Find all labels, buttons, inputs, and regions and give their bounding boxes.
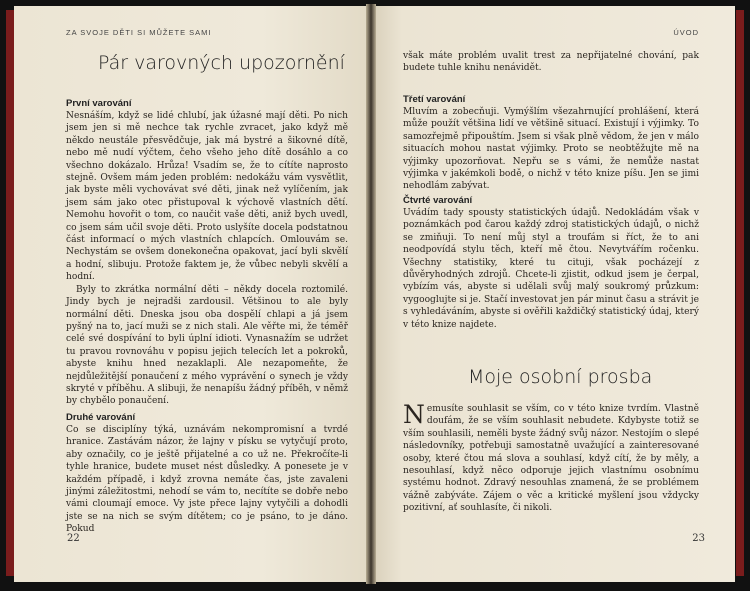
body-text xyxy=(66,424,348,536)
body-text xyxy=(403,50,699,75)
paragraph: však máte problém uvalit trest za nepřijatelné chování, pak budete tuhle knihu nenávidět. xyxy=(403,51,699,74)
book-spread xyxy=(6,4,744,584)
section-heading: Čtvrté varování xyxy=(403,195,473,206)
cover-edge-right xyxy=(736,10,744,576)
paragraph: Nesnáším, když se lidé chlubí, jak úžasné mají děti. Po nich jsem jen si mě nechce tak rychle zvracet, jako když mě někdo neustále přesvědčuje, jak má bystré a šikovné dítě, nebo mě nudí výčtem, čeho všeho jeho dítě dosáhlo a co všechno dokázalo. Hrůza! Vsadím se, že to cítíte naprosto stejně. Ovšem mám jeden problém: nedokážu vám vysvětlit, jak byste měli vychovávat své děti, jinak než vylíčením, jak jsem sám jako otec přistupoval k výchově vlastních dětí. Nemohu hovořit o tom, co naučit vaše děti, aniž bych uvedl, co jsem sám učil svoje děti. Proto uslyšíte docela podstatnou část informací o mých vlastních chlapcích. Omlouvám se. Nechystám se ovšem donekonečna opakovat, jací byli skvělí a hodní, slibuju. Protože faktem je, že vůbec nebyli skvělí a hodní. xyxy=(66,111,348,283)
running-head: ÚVOD xyxy=(673,28,699,37)
section-heading: Druhé varování xyxy=(66,412,136,423)
drop-cap: N xyxy=(403,400,425,429)
body-text xyxy=(403,400,699,515)
paragraph: Byly to zkrátka normální děti – někdy docela roztomilé. Jindy bych je nejradši zardousil. Většinou to ale byly normální děti. Dneska jsou oba dospělí chlapi a já jsem pyšný na to, jací muži se z nich stali. Ale věřte mi, že téměř celé své dospívání to byli úplní idioti. Vynasnažím se udržet tu pravou rovnováhu v popisu jejich telecích let a pokroků, abyste knihu hned nezaklapli. Ale nezapomeňte, že nejdůležitější ponaučení z mého vyprávění o synech je vždy skryté v příběhu. A slibuji, že nenapíšu žádný příběh, v němž by chybělo ponaučení. xyxy=(66,284,348,407)
chapter-title: Pár varovných upozornění xyxy=(98,52,345,74)
body-text xyxy=(66,110,348,408)
body-text xyxy=(403,207,699,331)
paragraph: Co se disciplíny týká, uznávám nekompromisní a tvrdé hranice. Zastávám názor, že lajny v písku se vytyčují proto, aby označily, co je ještě přijatelné a co už ne. Překročíte-li tyhle hranice, budete muset nést důsledky. A ponesete je v každém případě, i když zrovna nemáte čas, jste zavaleni jinými záležitostmi, nehodí se vám to, necítíte se dobře nebo vámi cloumají emoce. Vy jste přece lajny vytyčili a dohodli jste se na nich se svým dítětem; co je psáno, to je dáno. Pokud xyxy=(66,425,348,535)
section-heading: První varování xyxy=(66,98,132,109)
running-head: ZA SVOJE DĚTI SI MŮŽETE SAMI xyxy=(66,28,212,37)
book-gutter xyxy=(366,4,376,584)
page-number: 22 xyxy=(67,533,80,544)
section-heading: Třetí varování xyxy=(403,94,466,105)
body-text xyxy=(403,106,699,193)
paragraph: Uvádím tady spousty statistických údajů. Nedokládám však v poznámkách pod čarou každý zdroj statistických údajů, o nichž se zmiňuji. To není můj styl a troufám si říct, že to ani neodpovídá stylu těch, kteří mě čtou. Nevytvářím ročenku. Všechny statistiky, které tu cituji, však pocházejí z důvěryhodných zdrojů. Chcete-li zjistit, odkud jsem je čerpal, vybízím vás, abyste si udělali svůj malý soukromý průzkum: vygooglujte si je. Stačí investovat jen pár minut času a strávit je s vyhledáváním, abyste si ověřili každičký statistický údaj, který v této knize najdete. xyxy=(403,208,699,330)
page-left xyxy=(14,6,369,582)
chapter-title: Moje osobní prosba xyxy=(468,366,653,388)
page-right xyxy=(373,6,735,582)
paragraph: Mluvím a zobecňuji. Vymýšlím všezahrnující prohlášení, která může použít většina lidí ve většině situací. Existují i výjimky. To samozřejmě připouštím. Jsem si však plně vědom, že jen v málo situacích mohou nastat výjimky. Proto se neobtěžujte mě na výjimky upozorňovat. Nepřu se s vámi, že nemůže nastat výjimka v jakémkoli bodě, o nichž v této knize píšu. Jen se jimi nehodlám zabývat. xyxy=(403,107,699,192)
paragraph: emusíte souhlasit se vším, co v této knize tvrdím. Vlastně doufám, že se vším souhlasit nebudete. Kdybyste totiž se vším souhlasili, neměli byste žádný svůj názor. Nestojím o slepé následovníky, potřebuji samostatně uvažující a zainteresované osoby, které čtou má slova a souhlasí, když cítí, že by měly, a nesouhlasí, když něco odporuje jejich vlastnímu osobnímu systému hodnot. Zdravý nesouhlas znamená, že se problémem vážně zabýváte. Zájem o věc a kritické myšlení jsou vždycky pozitivní, ať souhlasíte, či nikoli. xyxy=(403,404,699,514)
page-number: 23 xyxy=(692,533,705,544)
